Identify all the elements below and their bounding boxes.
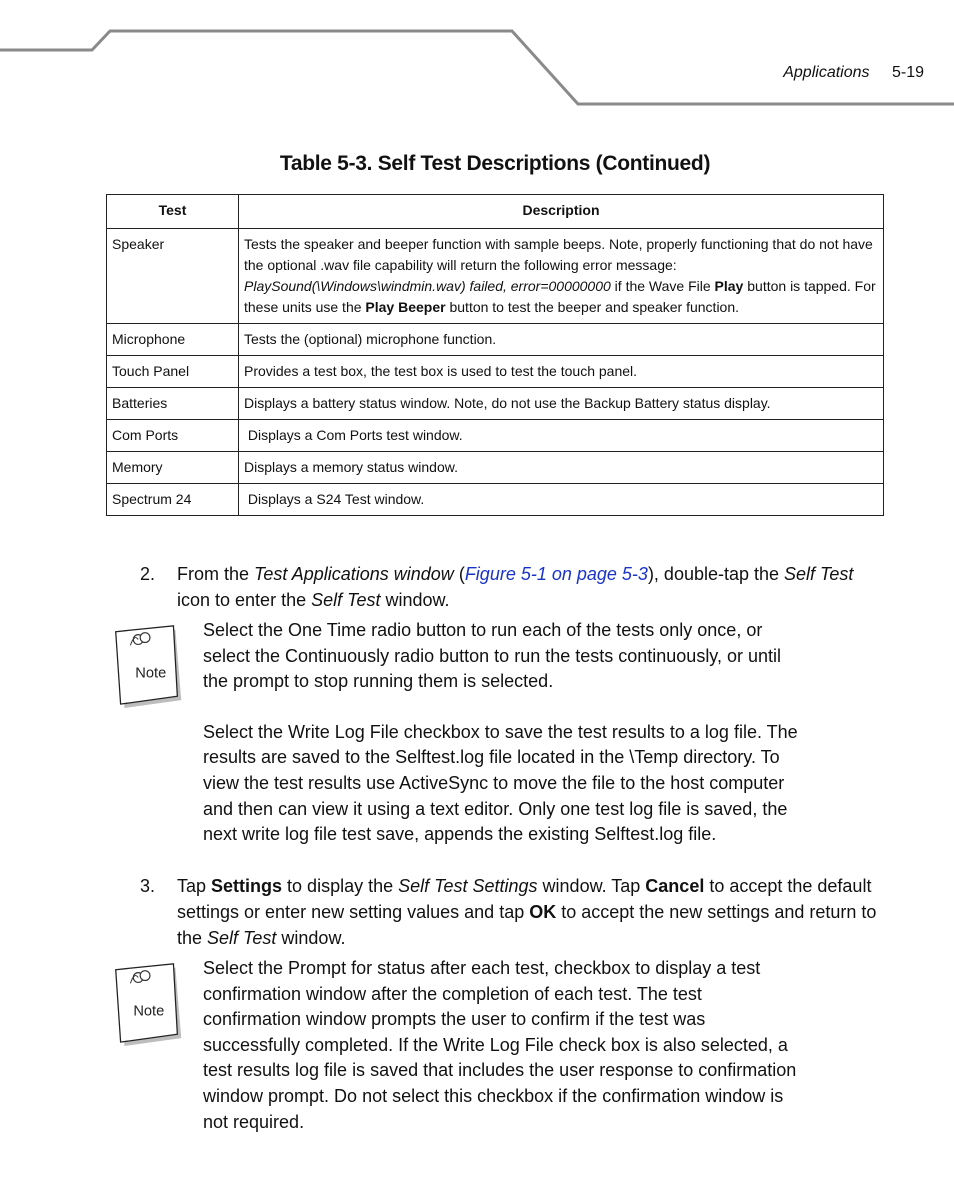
test-name: Com Ports xyxy=(107,420,239,452)
test-name: Touch Panel xyxy=(107,356,239,388)
self-test-table xyxy=(106,194,884,516)
table-title: Table 5-3. Self Test Descriptions (Continued) xyxy=(279,152,711,175)
table-row xyxy=(107,388,884,420)
step-number: 2. xyxy=(140,564,156,584)
test-name: Speaker xyxy=(107,229,239,324)
note-paragraph: Select the Prompt for status after each test, checkbox to display a test confirmation window after the completion of each test. The test confirmation window prompts the user to confirm if the test was successfully completed. If the Write Log File check box is also selected, a test results log file is saved that includes the user response to confirmation window prompt. Do not select this checkbox if the confirmation window is not required. xyxy=(203,958,797,1132)
step-text: From the Test Applications window (Figure 5-1 on page 5-3), double-tap the Self Test icon to enter the Self Test window. xyxy=(177,564,854,610)
note-icon xyxy=(112,618,184,708)
note-paragraph: Select the Write Log File checkbox to save the test results to a log file. The results are saved to the Selftest.log file located in the \Temp directory. To view the test results use ActiveSync to move the file to the host computer and then can view it using a text editor. Only one test log file is saved, the next write log file test save, appends the existing Selftest.log file. xyxy=(203,721,798,845)
section-name: Applications xyxy=(783,64,870,81)
header-tab-decoration xyxy=(0,0,954,110)
page-number: 5-19 xyxy=(891,64,924,81)
note-text xyxy=(203,618,803,848)
table-row xyxy=(107,420,884,452)
note-text xyxy=(203,956,803,1135)
step-3 xyxy=(140,873,885,951)
test-description: Displays a battery status window. Note, do not use the Backup Battery status display. xyxy=(239,388,884,420)
table-header-row xyxy=(107,195,884,229)
test-description: Tests the speaker and beeper function with sample beeps. Note, properly functioning that do not have the optional .wav file capability will return the following error message: PlaySound(\Windows\windmin.wav) failed, error=00000000 if the Wave File Play button is tapped. For these units use the Play Beeper button to test the beeper and speaker function. xyxy=(239,229,884,324)
step-2 xyxy=(140,561,885,613)
step-text: Tap Settings to display the Self Test Settings window. Tap Cancel to accept the default settings or enter new setting values and tap OK to accept the new settings and return to the Self Test window. xyxy=(177,876,877,948)
step-number: 3. xyxy=(140,876,156,896)
test-description: Tests the (optional) microphone function. xyxy=(239,324,884,356)
running-head xyxy=(783,64,924,82)
test-description: Displays a S24 Test window. xyxy=(239,484,884,516)
figure-link[interactable]: Figure 5-1 on page 5-3 xyxy=(464,564,648,584)
note-paragraph: Select the One Time radio button to run each of the tests only once, or select the Continuously radio button to run the tests continuously, or until the prompt to stop running them is selected. xyxy=(203,620,782,692)
test-name: Microphone xyxy=(107,324,239,356)
table-row xyxy=(107,452,884,484)
note-label: Note xyxy=(135,665,167,682)
table-row xyxy=(107,484,884,516)
test-name: Batteries xyxy=(107,388,239,420)
column-header-description: Description xyxy=(239,195,884,229)
table-row xyxy=(107,324,884,356)
note-label: Note xyxy=(133,1003,165,1020)
column-header-test: Test xyxy=(107,195,239,229)
note-icon xyxy=(112,956,184,1046)
test-description: Provides a test box, the test box is used to test the touch panel. xyxy=(239,356,884,388)
table-row xyxy=(107,229,884,324)
test-description: Displays a Com Ports test window. xyxy=(239,420,884,452)
table-row xyxy=(107,356,884,388)
test-name: Memory xyxy=(107,452,239,484)
test-description: Displays a memory status window. xyxy=(239,452,884,484)
test-name: Spectrum 24 xyxy=(107,484,239,516)
